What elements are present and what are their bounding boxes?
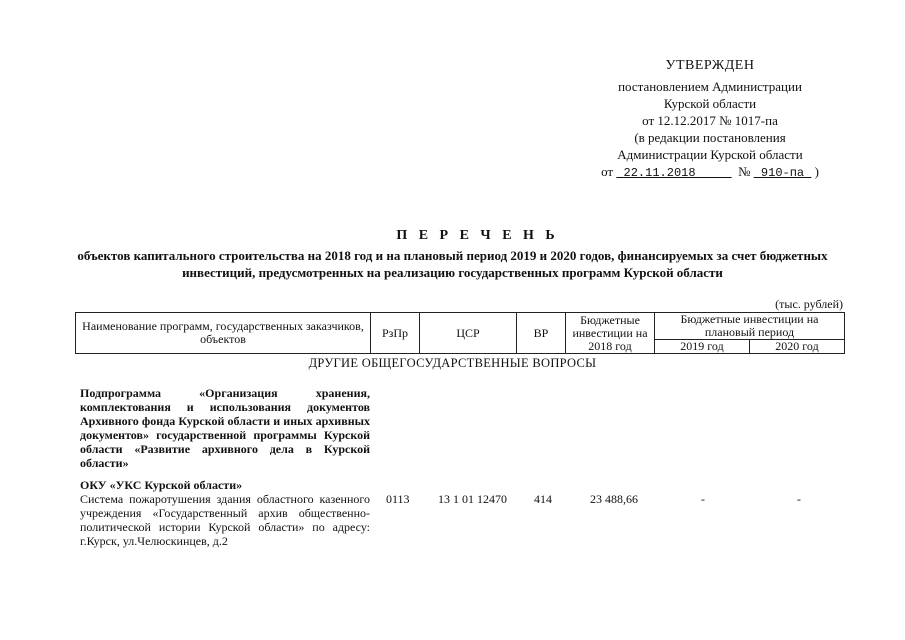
header-budget-2018: Бюджетные инвестиции на 2018 год (566, 313, 655, 354)
document-title (0, 228, 905, 281)
object-amount-2018: 23 488,66 (590, 492, 638, 506)
approval-heading: УТВЕРЖДЕН (665, 58, 755, 73)
header-year-2019: 2019 год (655, 340, 750, 354)
object-csr: 13 1 01 12470 (438, 492, 507, 506)
header-rzpr: РзПр (371, 313, 420, 354)
number-prefix: № (738, 164, 751, 179)
approval-line-1: постановлением Администрации (618, 79, 802, 94)
title-main: П Е Р Е Ч Е Н Ь (396, 228, 559, 243)
units-note: (тыс. рублей) (775, 297, 843, 311)
header-planned-period: Бюджетные инвестиции на плановый период (655, 313, 845, 340)
object-description: Система пожаротушения здания областного казенного учреждения «Государственный архив общественно-политической истории Курской области» по адресу: г.Курск, ул.Челюскинцев, д.2 (80, 492, 370, 548)
header-year-2020: 2020 год (750, 340, 845, 354)
header-csr: ЦСР (420, 313, 517, 354)
approval-line-5: Администрации Курской области (617, 147, 803, 162)
close-paren: ) (814, 164, 819, 179)
object-rzpr: 0113 (386, 492, 410, 506)
approval-line-4: (в редакции постановления (634, 130, 786, 145)
section-title: ДРУГИЕ ОБЩЕГОСУДАРСТВЕННЫЕ ВОПРОСЫ (308, 356, 597, 370)
revision-number: 910-па (760, 166, 805, 180)
header-vr: ВР (517, 313, 566, 354)
table-header (75, 312, 845, 354)
approval-stamp (585, 57, 835, 182)
header-name-col: Наименование программ, государственных заказчиков, объектов (76, 313, 371, 354)
approval-line-2: Курской области (663, 96, 757, 111)
approval-revision-line (585, 163, 835, 182)
title-subtitle: объектов капитального строительства на 2018 год и на плановый период 2019 и 2020 годов, финансируемых за счет бюджетных инвестиций, предусмотренных на реализацию государственных программ Курской области (77, 248, 828, 280)
revision-date: 22.11.2018 (623, 166, 696, 180)
date-prefix: от (601, 164, 614, 179)
customer-name: ОКУ «УКС Курской области» (80, 478, 243, 492)
object-vr: 414 (534, 492, 552, 506)
object-amount-2019: - (701, 492, 705, 506)
subprogram-title: Подпрограмма «Организация хранения, комплектования и использования документов Архивного фонда Курской области и иных архивных документов» государственной программы Курской области «Развитие архивного дела в Курской области» (80, 386, 370, 470)
approval-line-3: от 12.12.2017 № 1017-па (642, 113, 778, 128)
object-amount-2020: - (797, 492, 801, 506)
